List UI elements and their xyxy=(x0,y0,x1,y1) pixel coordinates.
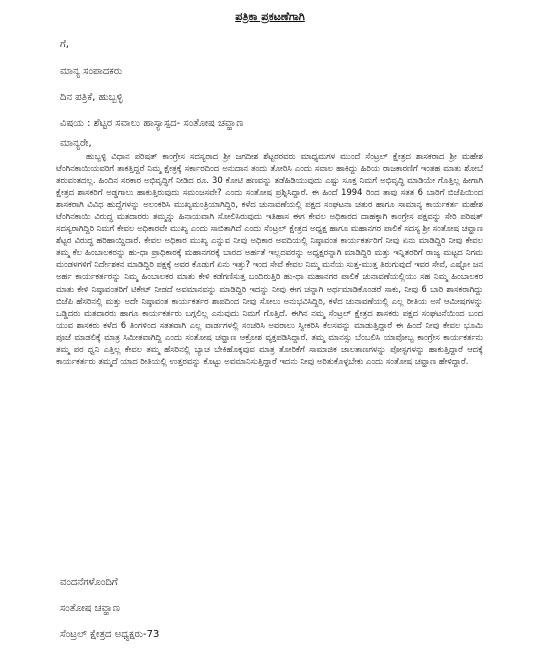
recipient-to: ಗೆ, xyxy=(60,39,69,50)
signatory-designation: ಸೆಂಟ್ರಲ್ ಕ್ಷೇತ್ರದ ಅಧ್ಯಕ್ಷರು-73 xyxy=(60,629,160,640)
recipient-paper: ದಿನ ಪತ್ರಿಕೆ, ಹುಬ್ಬಳ್ಳಿ xyxy=(60,92,123,103)
closing-regards: ವಂದನೆಗಳೊಂದಿಗೆ xyxy=(60,577,118,588)
recipient-editor: ಮಾನ್ಯ ಸಂಪಾದಕರು xyxy=(60,66,123,77)
salutation: ಮಾನ್ಯರೇ, xyxy=(60,138,92,149)
body-paragraph: ಹುಬ್ಬಳ್ಳಿ ವಿಧಾನ ಪರಿಷತ್ ಕಾಂಗ್ರೇಸ ಸದಸ್ಯರಾದ ಶ್ರೀ ಜಗದೀಶ ಶೆಟ್ಟರರವರು ಮಾಧ್ಯಮಗಳ ಮುಂದೆ ಸೆಂಟ್ರಲ್ ಕ್ಷೇತ್ರದ ಶಾಸಕರಾದ ಶ್ರೀ ಮಹೇಶ ಟೆಂಗಿನಕಾಯಿಯವರಿಗೆ ತಾಕತ್ತಿದ್ದರೆ ನಿಮ್ಮ ಕ್ಷೇತ್ರಕ್ಕೆ ಸರ್ಕಾರದಿಂದ ಅನುದಾನ ತಂದು ತೋರಿಸಿ ಎಂದು ಸವಾಲ ಹಾಕಿದ್ದು ಹಿರಿಯ ರಾಜಕಾರಣಿಗೆ ಇಂತಹ ಮಾತು ಶೋಬೆ ತರುವಂತದಲ್ಲ. ಹಿಂದಿನ ಸರಕಾರ ಅಭಿವೃದ್ಧಿಗೆ ನೀಡಿದ ರೂ. 30 ಕೋಟಿ ಹಣವನ್ನು ತಡೆಹಿಡಿಯುವುದು ಎಷ್ಟು ಸೂಕ್ತ ನಿಮಗೆ ಅಭಿವೃದ್ಧಿ ಮಾಡಿಯೇ ಗೊತ್ತಿಲ್ಲ ಹೀಗಾಗಿ ಕ್ಷೇತ್ರದ ಶಾಸಕರಿಗೆ ಅಡ್ಡಗಾಲು ಹಾಕುತ್ತಿರುವುದು ಸಮಂಜಸವೇ? ಎಂದು ಸಂತೋಷ ಪ್ರಶ್ನಿಸಿದ್ದಾರೆ. ಈ ಹಿಂದೆ 1994 ರಿಂದ ತಾವು ಸತತ 6 ಬಾರಿಗೆ ಬಿಜೆಪಿಯಿಂದ ಶಾಸಕರಾಗಿ ವಿವಿಧ ಹುದ್ದೆಗಳನ್ನು ಅಲಂಕರಿಸಿ ಮುಖ್ಯಮಂತ್ರಿಯಾಗಿದ್ದಿರಿ, ಕಳೆದ ಚುನಾವಣೆಯಲ್ಲಿ ಪಕ್ಷದ ಸಂಘಟನಾ ಚತುರ ಹಾಗೂ ಸಾಮಾನ್ಯ ಕಾರ್ಯಕರ್ತ ಮಹೇಶ ಟೆಂಗಿನಕಾಯಿ ವಿರುದ್ಧ ಮತದಾರರು ತಮ್ಮನ್ನು ಹಿನಾಯವಾಗಿ ಸೋಲಿಸಿರುವುದು ಇತಿಹಾಸ ಈಗ ಕೇವಲ ಅಧಿಕಾರದ ದಾಹಕ್ಕಾಗಿ ಕಾಂಗ್ರೇಸ ಪಕ್ಷವನ್ನು ಸೇರಿ ಪರಿಷತ್ ಸದಸ್ಯರಾಗಿದ್ದಿರಿ ನಿಮಗೆ ಕೇವಲ ಅಧಿಕಾರವೇ ಮುಖ್ಯ ಎಂದು ಸಾಬಿತಾಗಿದೆ ಎಂದು ಸೆಂಟ್ರಲ್ ಕ್ಷೇತ್ರದ ಅಧ್ಯಕ್ಷ ಹಾಗೂ ಮಹಾನಗರ ಪಾಲಿಕೆ ಸದಸ್ಯ ಶ್ರೀ ಸಂತೋಷ ಚವ್ಹಾಣ ಶೆಟ್ಟರ ವಿರುದ್ಧ ಹರಿಹಾಯ್ದಿದಾರೆ. ಕೇವಲ ಅಧಿಕಾರ ಮುಖ್ಯ ಎನ್ನುವ ನೀವು ಅಧಿಕಾರ ಅವದಿಯಲ್ಲಿ ನಿಷ್ಠಾವಂತ ಕಾರ್ಯಕರ್ತರಿಗೆ ನೀವು ಏನು ಮಾಡಿದ್ದಿರಿ ನೀವು ಕೇವಲ ತಮ್ಮ ಕೆಲ ಹಿಂಬಾಲಕರನ್ನು ಹು-ಧಾ ಪ್ರಾಧಿಕಾರಕ್ಕೆ ಮಹಾನಗರಕ್ಕೆ ಬಾರದ ಅರ್ಹತೆ ಇಲ್ಲದವರನ್ನು ಅಧ್ಯಕ್ಷರನ್ನಾಗಿ ಮಾಡಿದ್ದಿರಿ ಮತ್ತು ಇನ್ನಿತರರಿಗೆ ರಾಜ್ಯ ಮಟ್ಟದ ನಿಗಮ ಮಂಡಳಗಳಿಗೆ ನಿರ್ದೇಶಕನ ಮಾಡಿದ್ದಿರಿ ಪಕ್ಷಕ್ಕೆ ಅವರ ಕೊಡುಗೆ ಏನು ಇತ್ತು? ಇಂದ ಸೇವೆ ಕೇವಲ ನಿಮ್ಮ ಮನೆಯ ಸುತ್ತ-ಮುತ್ತ ತಿರುಗುವುದೆ ಇವರ ಸೇವೆ, ಎಷ್ಟೋ ಜನ ಅರ್ಹ ಕಾರ್ಯಕರ್ತರನ್ನು ನಿಮ್ಮ ಹಿಂಬಾಲಕರ ಮಾತು ಕೇಳಿ ಕಡೆಗಣಿಸುತ್ತ ಬಂದಿರುತ್ತಿರಿ ಹು-ಧಾ ಮಹಾನಗರ ಪಾಲಿಕೆ ಚುನಾವಣೆಯಲ್ಲಿಯು ಸಹ ನಿಮ್ಮ ಹಿಂಬಾಲಕರ ಮಾತು ಕೇಳಿ ನಿಷ್ಠಾವಂತರಿಗೆ ಟಿಕೇಟ್ ನೀಡದೆ ಅವಮಾನವನ್ನು ಮಾಡಿದ್ದಿರಿ ಇದನ್ನು ನೀವು ಈಗ ಚನ್ನಾಗಿ ಅರ್ಥಮಾಡಿಕೊಂಡರೆ ಸಾಕು, ನೀವು 6 ಬಾರಿ ಶಾಸಕರಾಗಿದ್ದು ಬಿಜೆಪಿ ಹೆಸರಿನಲ್ಲಿ ಮತ್ತು ಅದೇ ನಿಷ್ಠಾವಂತ ಕಾರ್ಯಕರ್ತರ ಶಾಪದಿಂದ ನೀವು ಸೋಲು ಅನುಭವಿಸಿದ್ದಿರಿ, ಕಳೆದ ಚುನಾವಣೆಯಲ್ಲಿ ಎಲ್ಲ ರೀತಿಯ ಅಸೆ ಆಮೀಷಗಳನ್ನು ಒಡ್ಡಿದರು ಮತದಾರರು ಹಾಗೂ ಕಾರ್ಯಕರ್ತರು ಬಗ್ಗಲಿಲ್ಲ ಎನುವುದು ನಿಮಗೆ ಗೊತ್ತಿದೆ. ಈಗಿನ ನಮ್ಮ ಸೆಂಟ್ರಲ್ ಕ್ಷೇತ್ರದ ಶಾಸಕರು ಪಕ್ಷದ ಸಂಘಟನೆಯಿಂದ ಬಂದ ಯುವ ಶಾಸಕರು ಕಳೆದ 6 ತಿಂಗಳಿಂದ ಸತತವಾಗಿ ಎಲ್ಲ ವಾರ್ಡಗಳಲ್ಲಿ ಸಂಚರಿಸಿ ಅವರಾಲು ಸ್ವೀಕರಿಸಿ ಕೆಲಸವನ್ನು ಮಾಡುತ್ತಿದ್ದಾರೆ ಈ ಹಿಂದೆ ನೀವು ಕೇವಲ ಭೂಮಿ ಪೂಜೆ ಮಾಡಲಿಕ್ಕೆ ಮಾತ್ರ ಸಿಮೀತವಾಗಿದ್ದಿ ಎಂದು ಸಂತೋಷ ಚವ್ಹಾಣ ಆಕ್ರೋಶ ವ್ಯಕ್ತಪಡಿಸಿದ್ದಾರೆ. ತಮ್ಮ ಮಾನಸ್ಸು ಬೆಂಬಲಿಸಿ ಯಾವೋಬ್ಬ ಕಾಂಗ್ರೇಸ ಕಾರ್ಯಕರ್ತನು ತಮ್ಮ ಪರ ಧ್ವನಿ ಎತ್ತಿಲ್ಲ ಕೇವಲ ತಮ್ಮ ಹೆಸರಿನಲ್ಲಿ ಬ್ಯಾಚ ಬೇಕಿಹೊಕ್ಕವುವ ಮಾತ್ರ ತೋರಿಕೆಗೆ ಸಾಮಾಜಿಕ ಜಾಲತಾಣಗಳನ್ನು ಪೋಸ್ಟಗಳನ್ನು ಹಾಕುತ್ತಿದ್ದಾರೆ ಆದಕ್ಕೆ ಕಾರ್ಯಕರ್ತರು ತಮ್ಮದೆ ಯಾದ ರೀತಿಯಲ್ಲಿ ಉತ್ತರವನ್ನು ಕೊಟ್ಟು ಅವಮಾನಿಸುತ್ತಿದ್ದಾರೆ ಇದನು ನೀವು ಅರಿತುಕೊಳ್ಳಬೇಕು ಎಂದು ಸಂತೋಷ ಚವ್ಹಾಣ ಹೇಳಿದ್ದಾರೆ. xyxy=(56,151,483,366)
page-title: ಪತ್ರಿಕಾ ಪ್ರಕಟಣೆಗಾಗಿ xyxy=(235,10,305,23)
signatory-name: ಸಂತೋಷ ಚವ್ಹಾಣ xyxy=(60,603,120,614)
subject-line: ವಿಷಯ : ಶೆಟ್ಟರ ಸವಾಲು ಹಾಸ್ಯಾಸ್ಪದ- ಸಂತೋಷ ಚವ್ಹಾಣ xyxy=(60,118,244,129)
